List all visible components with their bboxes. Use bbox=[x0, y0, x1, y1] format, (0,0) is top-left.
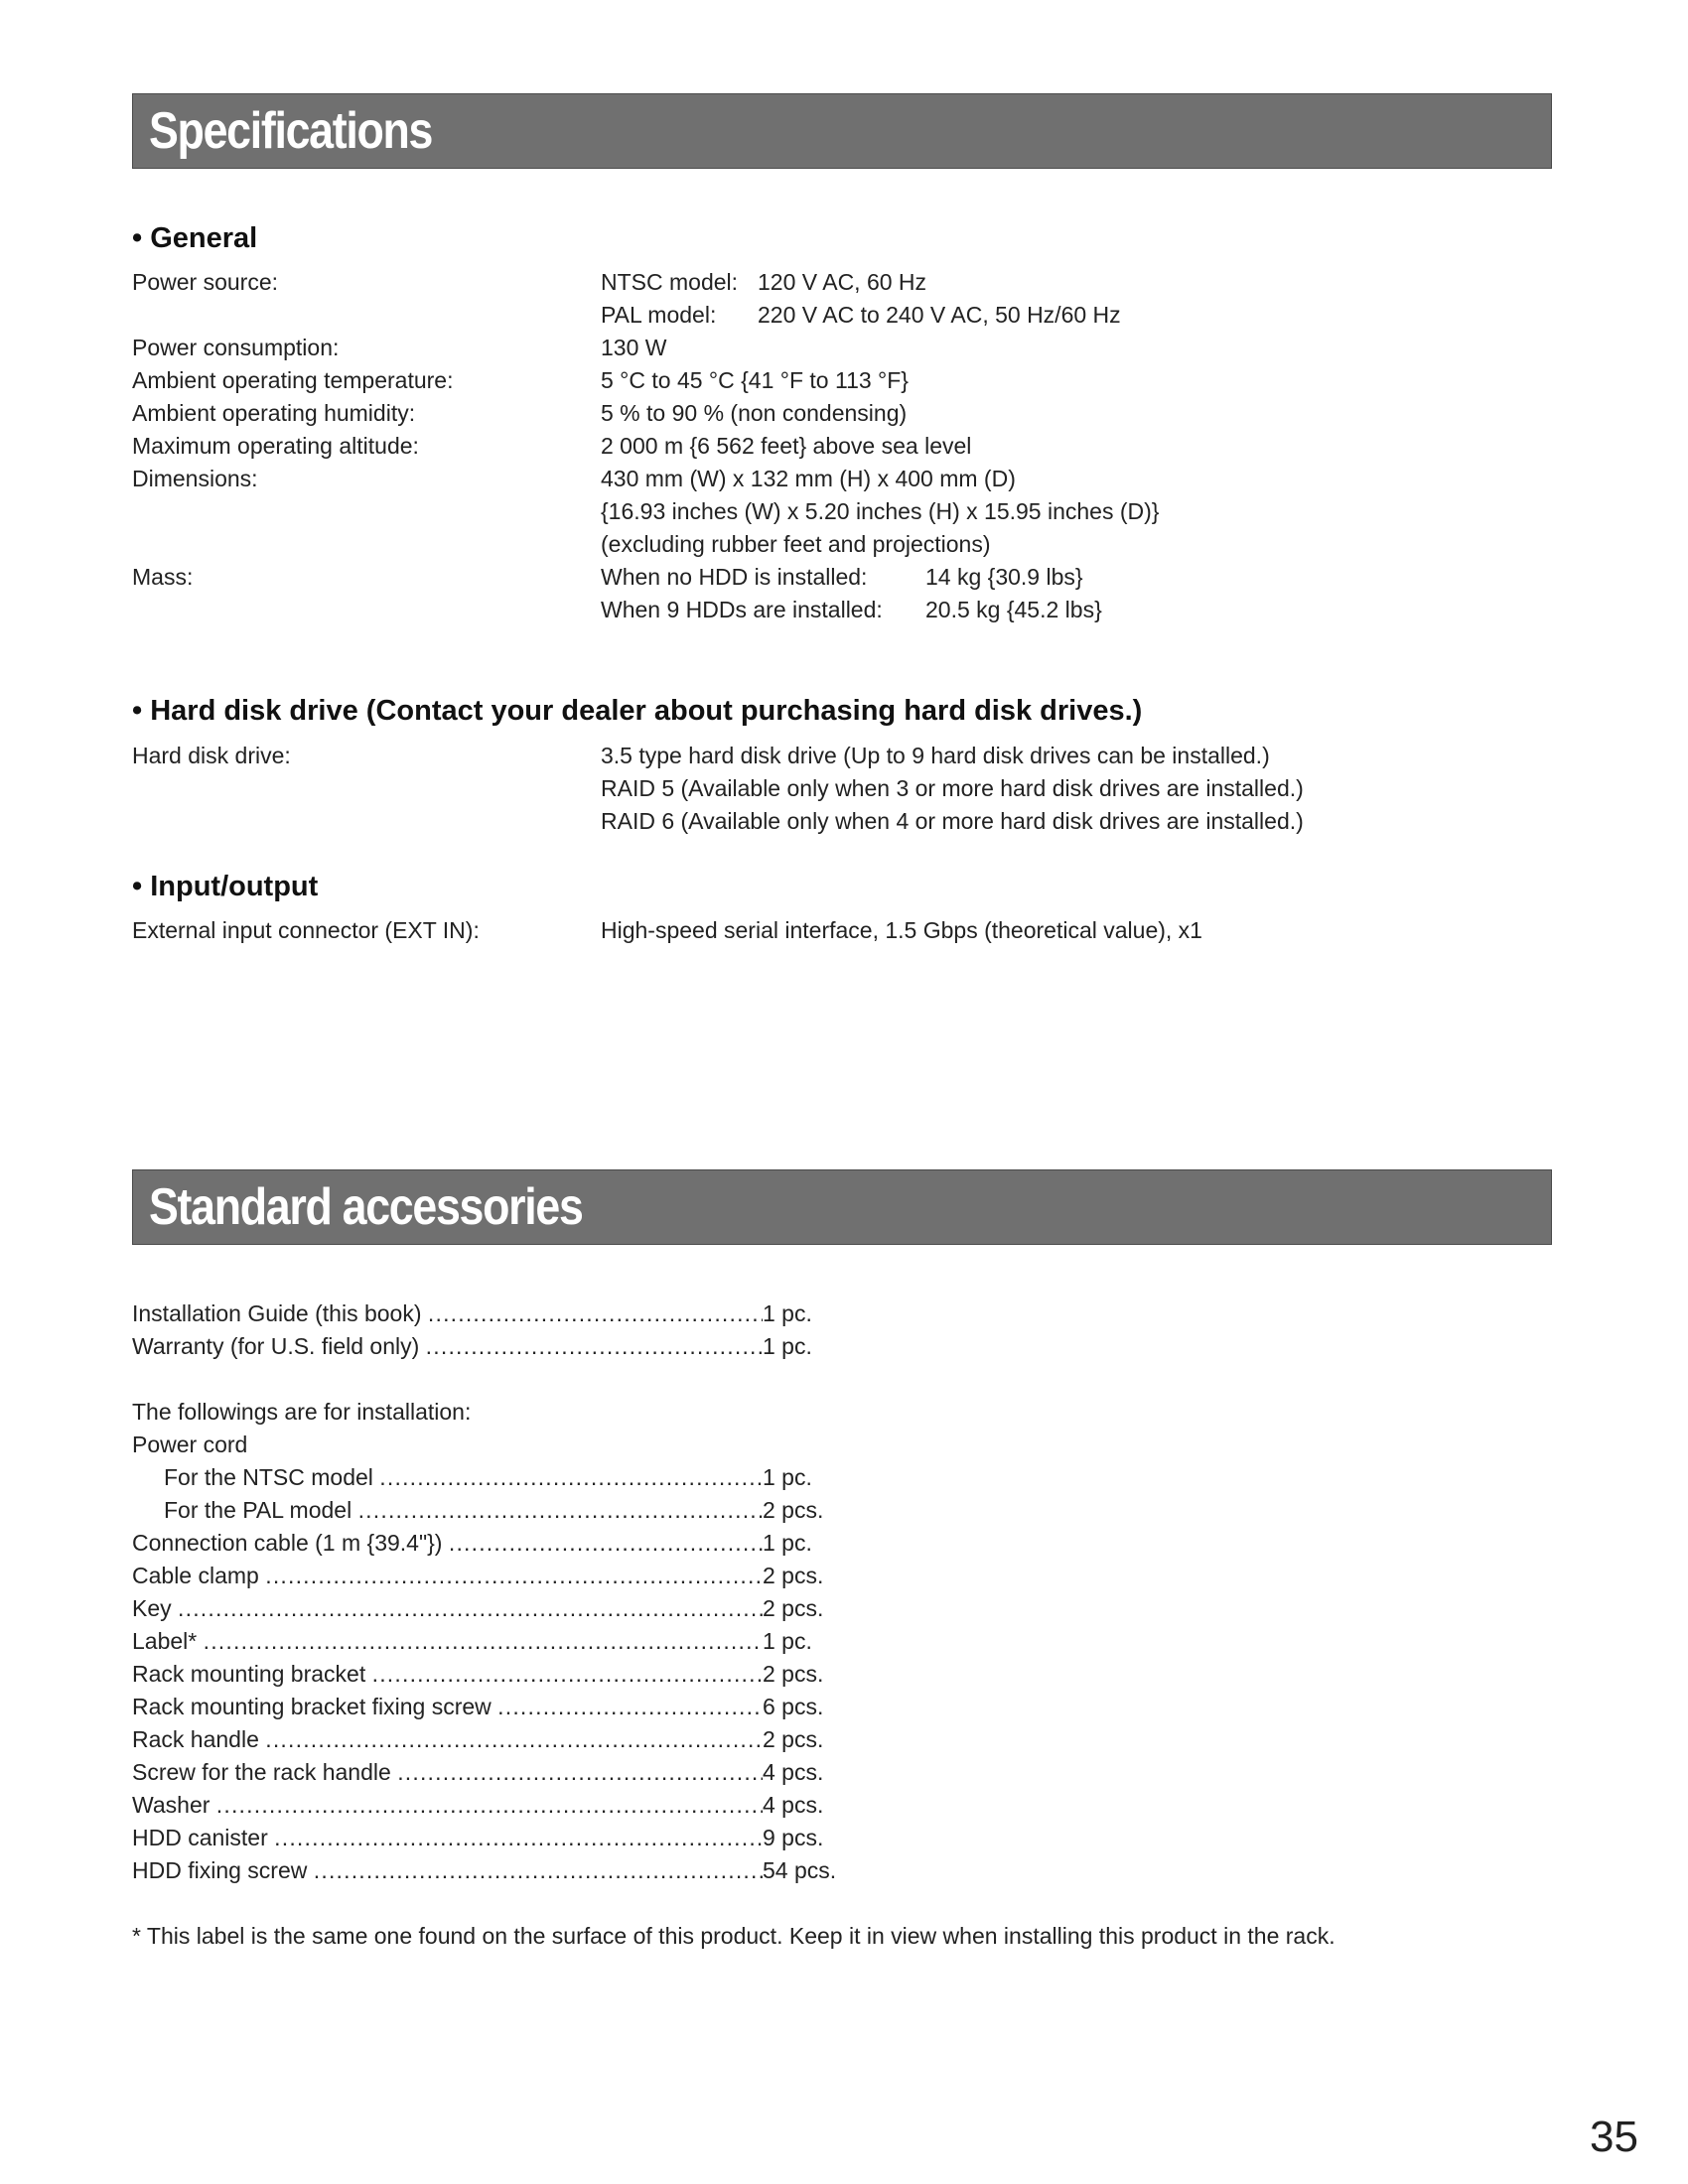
accessory-name: Key bbox=[132, 1595, 172, 1621]
raid5-row bbox=[0, 772, 1688, 805]
accessory-qty: 54 pcs. bbox=[763, 1857, 837, 1883]
accessory-qty: 4 pcs. bbox=[763, 1759, 824, 1785]
accessory-qty: 2 pcs. bbox=[763, 1595, 824, 1621]
general-heading: • General bbox=[132, 222, 258, 254]
accessory-name: Rack mounting bracket bbox=[132, 1661, 366, 1687]
accessory-name: Warranty (for U.S. field only) bbox=[132, 1333, 420, 1359]
installation-intro: The followings are for installation: bbox=[132, 1399, 472, 1425]
accessory-qty: 1 pc. bbox=[763, 1464, 812, 1490]
dimensions-label: Dimensions: bbox=[132, 466, 258, 491]
hdd-row bbox=[0, 740, 1688, 772]
mass-nine-hdd-value: 20.5 kg {45.2 lbs} bbox=[925, 597, 1102, 622]
ntsc-model-value: 120 V AC, 60 Hz bbox=[758, 269, 927, 295]
accessories-banner bbox=[132, 1169, 1552, 1245]
power-consumption-row bbox=[0, 332, 1688, 364]
accessory-name: Installation Guide (this book) bbox=[132, 1300, 422, 1326]
ntsc-model-label: NTSC model: bbox=[601, 269, 739, 295]
pal-model-value: 220 V AC to 240 V AC, 50 Hz/60 Hz bbox=[758, 302, 1121, 328]
mass-nine-hdd-row bbox=[0, 594, 1688, 626]
power-source-row bbox=[0, 266, 1688, 299]
accessory-name: Screw for the rack handle bbox=[132, 1759, 391, 1785]
raid6-value: RAID 6 (Available only when 4 or more hard disk drives are installed.) bbox=[601, 808, 1304, 834]
altitude-label: Maximum operating altitude: bbox=[132, 433, 419, 459]
accessory-qty: 2 pcs. bbox=[763, 1661, 824, 1687]
hdd-heading: • Hard disk drive (Contact your dealer about purchasing hard disk drives.) bbox=[132, 695, 1143, 727]
accessory-name: Cable clamp bbox=[132, 1563, 259, 1588]
accessory-qty: 6 pcs. bbox=[763, 1694, 824, 1719]
raid6-row bbox=[0, 805, 1688, 838]
temperature-value: 5 °C to 45 °C {41 °F to 113 °F} bbox=[601, 367, 909, 393]
pal-model-label: PAL model: bbox=[601, 302, 717, 328]
accessory-name: Rack handle bbox=[132, 1726, 259, 1752]
mass-label: Mass: bbox=[132, 564, 194, 590]
accessory-name: HDD fixing screw bbox=[132, 1857, 308, 1883]
specifications-title: Specifications bbox=[149, 102, 433, 160]
accessory-qty: 1 pc. bbox=[763, 1628, 812, 1654]
accessory-name: HDD canister bbox=[132, 1825, 268, 1850]
accessory-qty: 2 pcs. bbox=[763, 1726, 824, 1752]
temperature-row bbox=[0, 364, 1688, 397]
mass-no-hdd-label: When no HDD is installed: bbox=[601, 564, 868, 590]
accessory-name: For the PAL model bbox=[164, 1497, 352, 1523]
dimensions-note: (excluding rubber feet and projections) bbox=[601, 531, 991, 557]
humidity-label: Ambient operating humidity: bbox=[132, 400, 416, 426]
power-cord-label: Power cord bbox=[132, 1432, 248, 1457]
accessory-name: For the NTSC model bbox=[164, 1464, 373, 1490]
accessory-name: Connection cable (1 m {39.4"}) bbox=[132, 1530, 443, 1556]
accessories-title: Standard accessories bbox=[149, 1178, 583, 1236]
altitude-value: 2 000 m {6 562 feet} above sea level bbox=[601, 433, 972, 459]
ext-in-label: External input connector (EXT IN): bbox=[132, 917, 480, 943]
humidity-row bbox=[0, 397, 1688, 430]
dimensions-imperial-row bbox=[0, 495, 1688, 528]
accessory-qty: 4 pcs. bbox=[763, 1792, 824, 1818]
hdd-type-value: 3.5 type hard disk drive (Up to 9 hard disk drives can be installed.) bbox=[601, 743, 1270, 768]
altitude-row bbox=[0, 430, 1688, 463]
accessory-qty: 1 pc. bbox=[763, 1300, 812, 1326]
dimensions-metric: 430 mm (W) x 132 mm (H) x 400 mm (D) bbox=[601, 466, 1016, 491]
hdd-label: Hard disk drive: bbox=[132, 743, 291, 768]
mass-no-hdd-value: 14 kg {30.9 lbs} bbox=[925, 564, 1083, 590]
dimensions-row bbox=[0, 463, 1688, 495]
specifications-banner bbox=[132, 93, 1552, 169]
mass-nine-hdd-label: When 9 HDDs are installed: bbox=[601, 597, 883, 622]
accessory-name: Rack mounting bracket fixing screw bbox=[132, 1694, 492, 1719]
accessory-qty: 1 pc. bbox=[763, 1333, 812, 1359]
raid5-value: RAID 5 (Available only when 3 or more hard disk drives are installed.) bbox=[601, 775, 1304, 801]
accessory-name: Label* bbox=[132, 1628, 198, 1654]
mass-row bbox=[0, 561, 1688, 594]
power-source-label: Power source: bbox=[132, 269, 279, 295]
pal-row bbox=[0, 299, 1688, 332]
dimensions-note-row bbox=[0, 528, 1688, 561]
power-consumption-value: 130 W bbox=[601, 335, 667, 360]
ext-in-value: High-speed serial interface, 1.5 Gbps (theoretical value), x1 bbox=[601, 917, 1202, 943]
accessory-qty: 2 pcs. bbox=[763, 1563, 824, 1588]
ext-in-row bbox=[0, 914, 1688, 947]
power-consumption-label: Power consumption: bbox=[132, 335, 340, 360]
accessory-qty: 1 pc. bbox=[763, 1530, 812, 1556]
label-footnote: * This label is the same one found on the surface of this product. Keep it in view when installing this product in the rack. bbox=[132, 1923, 1336, 1949]
temperature-label: Ambient operating temperature: bbox=[132, 367, 454, 393]
dimensions-imperial: {16.93 inches (W) x 5.20 inches (H) x 15.95 inches (D)} bbox=[601, 498, 1160, 524]
accessory-name: Washer bbox=[132, 1792, 211, 1818]
io-heading: • Input/output bbox=[132, 871, 319, 902]
humidity-value: 5 % to 90 % (non condensing) bbox=[601, 400, 908, 426]
accessory-qty: 2 pcs. bbox=[763, 1497, 824, 1523]
accessory-qty: 9 pcs. bbox=[763, 1825, 824, 1850]
page-number: 35 bbox=[1590, 2113, 1638, 2161]
